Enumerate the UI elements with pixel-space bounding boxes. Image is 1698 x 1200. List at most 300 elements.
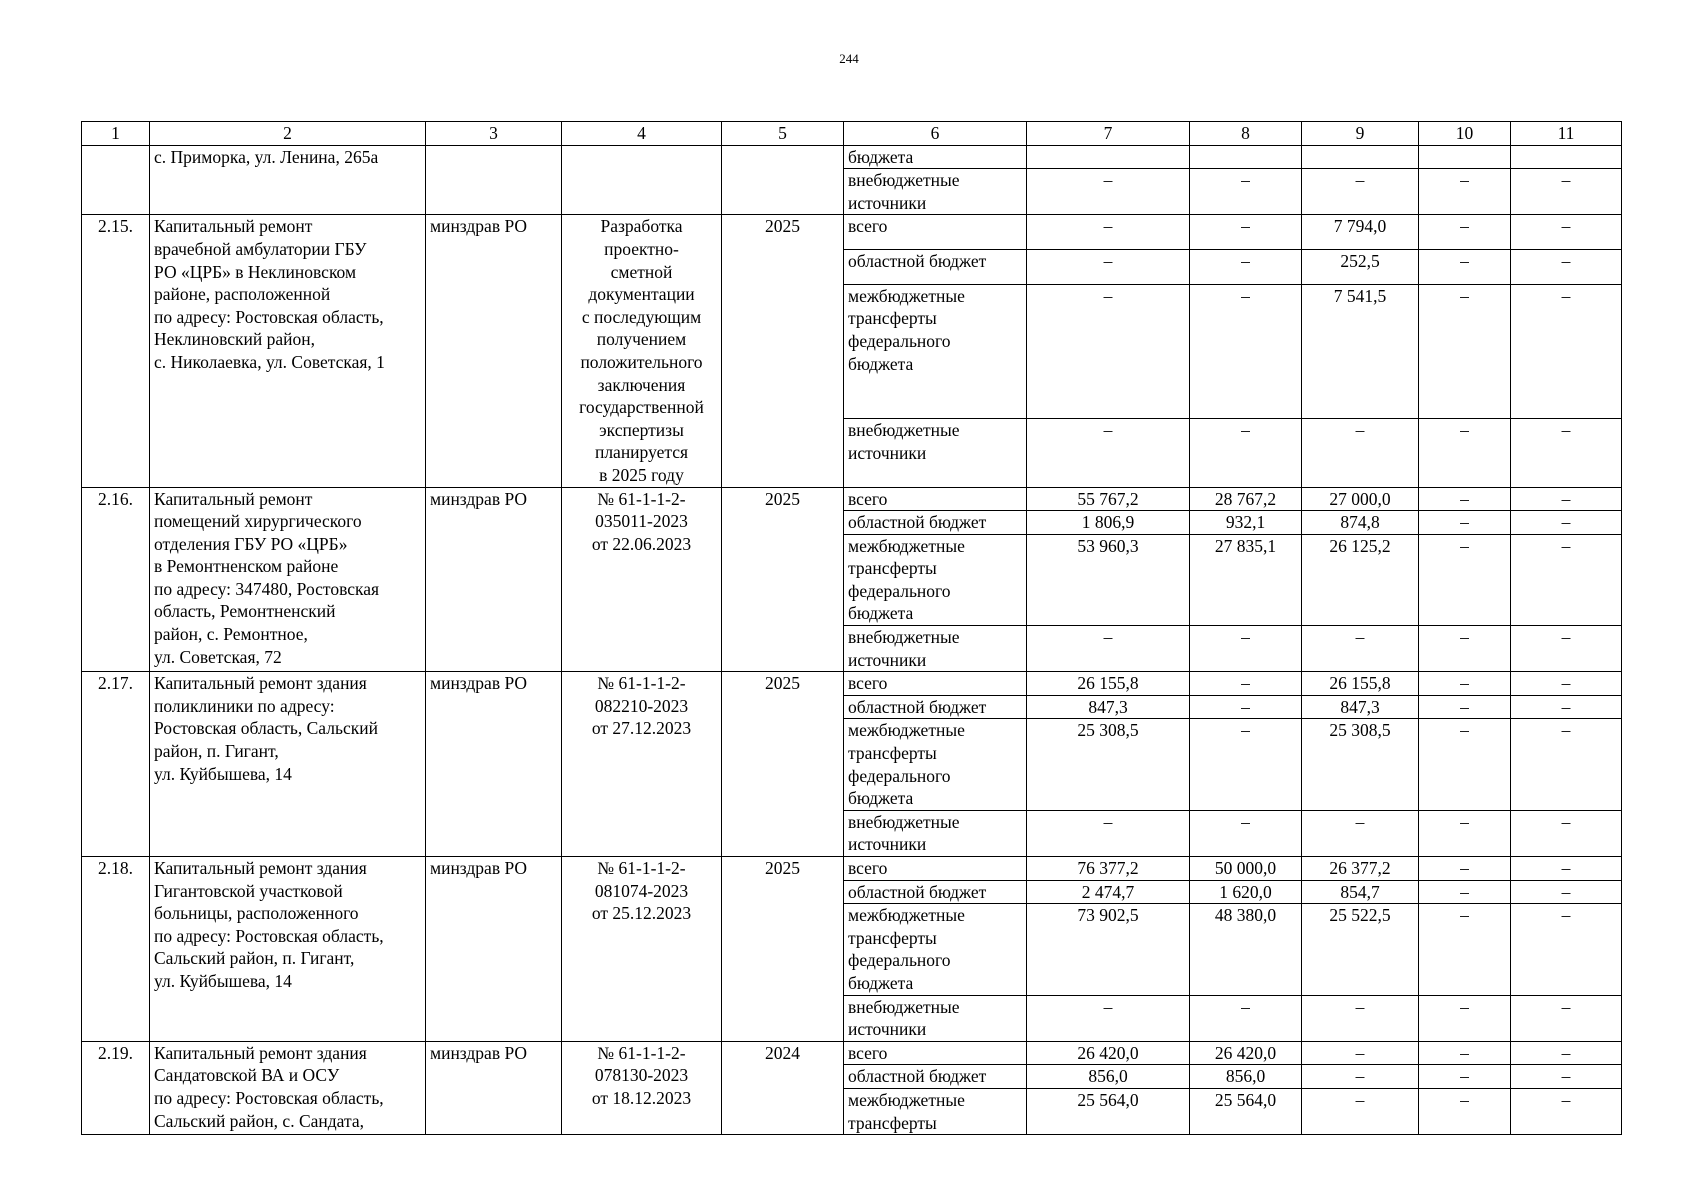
amount-value: –: [1241, 170, 1250, 191]
document-cell: [562, 1041, 722, 1134]
amount-value: 25 308,5: [1077, 720, 1139, 741]
amount-value: 7 541,5: [1333, 285, 1387, 306]
amount-cell: [1302, 880, 1419, 904]
amount-cell: [1419, 719, 1511, 810]
funding-source-cell: [844, 215, 1027, 250]
funding-source: всего: [848, 1042, 888, 1063]
amount-value: –: [1561, 1089, 1571, 1110]
funding-source-cell: [844, 419, 1027, 487]
project-name-cell: [150, 145, 426, 215]
amount-cell: [1511, 250, 1622, 285]
amount-value: 7 794,0: [1333, 216, 1387, 237]
funding-source-cell: [844, 626, 1027, 672]
funding-source: внебюджетные источники: [848, 627, 960, 670]
amount-cell: [1511, 904, 1622, 995]
amount-value: –: [1460, 673, 1469, 694]
amount-value: –: [1561, 720, 1571, 741]
amount-cell: [1419, 695, 1511, 719]
header-cell: 2: [150, 122, 426, 146]
expertise-document: № 61-1-1-2- 078130-2023 от 18.12.2023: [591, 1042, 692, 1108]
amount-value: –: [1241, 251, 1250, 272]
project-number: 2.17.: [98, 673, 133, 694]
completion-year: 2025: [765, 216, 800, 237]
amount-value: 50 000,0: [1214, 858, 1277, 878]
amount-cell: [1027, 284, 1190, 419]
funding-source: внебюджетные источники: [848, 420, 960, 464]
amount-value: 1 806,9: [1081, 512, 1135, 533]
amount-value: –: [1103, 420, 1113, 441]
funding-source-cell: [844, 1065, 1027, 1089]
project-name: Капитальный ремонт помещений хирургического отделения ГБУ РО «ЦРБ» в Ремонтненском районе по адресу: 347480, Ростовская область, Ремонтненский район, с. Ремонтное, ул. Советская, 72: [154, 488, 380, 667]
amount-value: –: [1561, 996, 1571, 1017]
amount-cell: [1027, 250, 1190, 285]
funding-source: внебюджетные источники: [848, 170, 960, 213]
amount-cell: [1419, 511, 1511, 535]
table-row: [82, 145, 1622, 169]
header-cell: 3: [426, 122, 562, 146]
project-number-cell: [82, 857, 150, 1042]
amount-cell: [1027, 672, 1190, 696]
project-number: 2.18.: [98, 858, 133, 878]
amount-value: 76 377,2: [1077, 858, 1139, 878]
amount-value: –: [1241, 627, 1250, 648]
amount-cell: [1511, 169, 1622, 215]
amount-value: –: [1460, 1042, 1469, 1063]
amount-cell: [1027, 511, 1190, 535]
amount-value: –: [1460, 996, 1469, 1017]
table-row: [82, 1041, 1622, 1065]
executor: минздрав РО: [430, 1042, 528, 1063]
project-number-cell: [82, 215, 150, 487]
funding-source-cell: [844, 904, 1027, 995]
amount-cell: [1302, 487, 1419, 511]
project-name-cell: [150, 672, 426, 857]
funding-source: всего: [848, 488, 888, 509]
amount-cell: [1190, 857, 1302, 881]
project-number: 2.15.: [98, 216, 133, 237]
project-name: Капитальный ремонт здания Сандатовской ВА и ОСУ по адресу: Ростовская область, Сальский район, с. Сандата,: [154, 1042, 384, 1131]
project-name: Капитальный ремонт здания поликлиники по адресу: Ростовская область, Сальский район, п. Гигант, ул. Куйбышева, 14: [154, 673, 378, 784]
executor-cell: [426, 487, 562, 672]
amount-cell: [1027, 215, 1190, 250]
amount-cell: [1190, 1065, 1302, 1089]
amount-value: 854,7: [1340, 881, 1380, 902]
header-cell: 9: [1302, 122, 1419, 146]
amount-cell: [1419, 1065, 1511, 1089]
funding-source-cell: [844, 995, 1027, 1041]
funding-source: внебюджетные источники: [848, 996, 960, 1040]
amount-value: –: [1561, 251, 1571, 272]
project-number-cell: [82, 1041, 150, 1134]
amount-value: 48 380,0: [1214, 905, 1277, 926]
funding-source-cell: [844, 284, 1027, 419]
amount-value: –: [1460, 216, 1469, 237]
funding-source-cell: [844, 857, 1027, 881]
amount-cell: [1511, 672, 1622, 696]
amount-cell: [1190, 419, 1302, 487]
amount-value: –: [1460, 720, 1469, 741]
funding-source: областной бюджет: [848, 696, 987, 717]
funding-source: областной бюджет: [848, 881, 987, 902]
amount-cell: [1419, 284, 1511, 419]
amount-cell: [1302, 169, 1419, 215]
funding-source-cell: [844, 695, 1027, 719]
amount-value: –: [1241, 285, 1250, 306]
table-row: [82, 487, 1622, 511]
header-row: [82, 122, 1622, 146]
executor-cell: [426, 672, 562, 857]
amount-value: 28 767,2: [1214, 488, 1277, 509]
amount-value: –: [1103, 627, 1113, 648]
amount-cell: [1302, 1065, 1419, 1089]
funding-source-cell: [844, 672, 1027, 696]
amount-value: 856,0: [1088, 1066, 1128, 1087]
project-name: с. Приморка, ул. Ленина, 265а: [154, 146, 379, 167]
funding-source: межбюджетные трансферты федерального бюджета: [848, 905, 965, 993]
funding-source-cell: [844, 1041, 1027, 1065]
amount-value: –: [1561, 1066, 1571, 1087]
funding-source: всего: [848, 673, 888, 694]
amount-cell: [1511, 880, 1622, 904]
amount-cell: [1511, 1065, 1622, 1089]
amount-value: –: [1460, 696, 1469, 717]
funding-source-cell: [844, 719, 1027, 810]
project-name-cell: [150, 857, 426, 1042]
amount-value: –: [1103, 170, 1113, 191]
amount-cell: [1419, 880, 1511, 904]
funding-source-cell: [844, 169, 1027, 215]
amount-cell: [1190, 995, 1302, 1041]
amount-cell: [1190, 215, 1302, 250]
amount-cell: [1190, 1041, 1302, 1065]
amount-value: –: [1561, 881, 1571, 902]
amount-cell: [1027, 1088, 1190, 1134]
funding-source: межбюджетные трансферты: [848, 1089, 965, 1133]
amount-value: –: [1241, 996, 1250, 1017]
amount-cell: [1027, 880, 1190, 904]
project-number: 2.16.: [98, 488, 133, 509]
amount-cell: [1511, 810, 1622, 856]
year-cell: [722, 857, 844, 1042]
project-name-cell: [150, 215, 426, 487]
amount-value: 2 474,7: [1081, 881, 1135, 902]
amount-value: –: [1460, 251, 1469, 272]
amount-cell: [1302, 1041, 1419, 1065]
amount-cell: [1419, 250, 1511, 285]
funding-source-cell: [844, 810, 1027, 856]
amount-value: –: [1355, 996, 1365, 1017]
amount-value: –: [1460, 627, 1469, 648]
funding-source: внебюджетные источники: [848, 811, 960, 855]
amount-cell: [1302, 695, 1419, 719]
header-cell: 1: [82, 122, 150, 146]
completion-year: 2025: [765, 488, 800, 509]
amount-value: –: [1561, 420, 1571, 441]
amount-cell: [1302, 1088, 1419, 1134]
amount-value: –: [1103, 285, 1113, 306]
header-cell: 11: [1511, 122, 1622, 146]
amount-value: –: [1355, 1089, 1365, 1110]
amount-cell: [1419, 1041, 1511, 1065]
amount-value: –: [1460, 170, 1469, 191]
year-cell: [722, 487, 844, 672]
amount-cell: [1190, 626, 1302, 672]
amount-value: 26 377,2: [1329, 858, 1391, 878]
header-cell: 5: [722, 122, 844, 146]
amount-cell: [1027, 719, 1190, 810]
funding-source-cell: [844, 145, 1027, 169]
amount-cell: [1511, 145, 1622, 169]
amount-cell: [1302, 215, 1419, 250]
document-cell: [562, 215, 722, 487]
amount-cell: [1190, 145, 1302, 169]
document-cell: [562, 487, 722, 672]
amount-cell: [1419, 419, 1511, 487]
amount-cell: [1419, 169, 1511, 215]
amount-cell: [1190, 487, 1302, 511]
funding-source-cell: [844, 511, 1027, 535]
header-cell: 7: [1027, 122, 1190, 146]
amount-value: –: [1241, 420, 1250, 441]
amount-cell: [1511, 995, 1622, 1041]
amount-value: –: [1460, 420, 1469, 441]
amount-value: –: [1241, 673, 1250, 694]
amount-value: –: [1561, 673, 1571, 694]
executor-cell: [426, 145, 562, 215]
document-cell: [562, 145, 722, 215]
amount-value: –: [1460, 535, 1469, 556]
amount-value: 27 835,1: [1214, 535, 1277, 556]
amount-cell: [1302, 626, 1419, 672]
amount-value: –: [1460, 285, 1469, 306]
funding-source: межбюджетные трансферты федерального бюджета: [848, 535, 965, 624]
amount-cell: [1190, 169, 1302, 215]
executor: минздрав РО: [430, 858, 528, 878]
amount-value: 1 620,0: [1219, 881, 1272, 902]
amount-cell: [1190, 880, 1302, 904]
amount-cell: [1511, 1088, 1622, 1134]
amount-cell: [1027, 534, 1190, 625]
amount-cell: [1302, 419, 1419, 487]
amount-value: 26 420,0: [1214, 1042, 1277, 1063]
amount-cell: [1302, 145, 1419, 169]
amount-cell: [1027, 145, 1190, 169]
amount-value: –: [1561, 535, 1571, 556]
amount-value: –: [1561, 905, 1571, 926]
year-cell: [722, 215, 844, 487]
amount-value: –: [1241, 720, 1250, 741]
amount-value: 25 522,5: [1329, 905, 1391, 926]
header-cell: 8: [1190, 122, 1302, 146]
amount-cell: [1302, 857, 1419, 881]
amount-value: –: [1241, 811, 1250, 832]
amount-cell: [1302, 250, 1419, 285]
amount-cell: [1511, 534, 1622, 625]
amount-value: 856,0: [1225, 1066, 1266, 1087]
amount-cell: [1419, 857, 1511, 881]
header-cell: 10: [1419, 122, 1511, 146]
expertise-document: № 61-1-1-2- 035011-2023 от 22.06.2023: [591, 488, 692, 554]
executor-cell: [426, 215, 562, 487]
amount-cell: [1190, 810, 1302, 856]
amount-value: –: [1355, 811, 1365, 832]
amount-cell: [1511, 215, 1622, 250]
amount-cell: [1302, 534, 1419, 625]
funding-source-cell: [844, 880, 1027, 904]
project-name-cell: [150, 1041, 426, 1134]
amount-cell: [1027, 995, 1190, 1041]
executor-cell: [426, 857, 562, 1042]
amount-value: –: [1460, 1089, 1469, 1110]
amount-value: 25 564,0: [1214, 1089, 1277, 1110]
amount-value: 55 767,2: [1077, 488, 1139, 509]
table-row: [82, 672, 1622, 696]
amount-value: –: [1460, 1066, 1469, 1087]
expertise-document: Разработка проектно- сметной документации с последующим получением положительного заключения государственной экспертизы планируется в 2025 году: [579, 216, 704, 485]
funding-source-cell: [844, 250, 1027, 285]
amount-cell: [1302, 672, 1419, 696]
amount-cell: [1419, 487, 1511, 511]
amount-cell: [1190, 284, 1302, 419]
amount-value: –: [1355, 1066, 1365, 1087]
amount-cell: [1419, 145, 1511, 169]
project-name-cell: [150, 487, 426, 672]
amount-value: –: [1460, 488, 1469, 509]
amount-cell: [1027, 169, 1190, 215]
amount-cell: [1302, 719, 1419, 810]
project-number: 2.19.: [98, 1042, 133, 1063]
header-cell: 6: [844, 122, 1027, 146]
amount-cell: [1419, 534, 1511, 625]
expertise-document: № 61-1-1-2- 081074-2023 от 25.12.2023: [591, 858, 692, 924]
document-cell: [562, 857, 722, 1042]
amount-value: –: [1460, 858, 1469, 878]
amount-value: –: [1460, 905, 1469, 926]
funding-source: межбюджетные трансферты федерального бюджета: [848, 720, 965, 809]
amount-cell: [1419, 626, 1511, 672]
amount-cell: [1027, 1065, 1190, 1089]
amount-value: –: [1561, 512, 1571, 533]
amount-cell: [1027, 1041, 1190, 1065]
amount-cell: [1419, 995, 1511, 1041]
executor-cell: [426, 1041, 562, 1134]
amount-value: –: [1355, 170, 1365, 191]
year-cell: [722, 672, 844, 857]
amount-value: –: [1460, 512, 1469, 533]
amount-value: –: [1561, 696, 1571, 717]
amount-cell: [1302, 995, 1419, 1041]
amount-cell: [1190, 904, 1302, 995]
project-number-cell: [82, 145, 150, 215]
project-number-cell: [82, 672, 150, 857]
amount-cell: [1419, 904, 1511, 995]
amount-value: 932,1: [1225, 512, 1266, 533]
amount-value: –: [1103, 811, 1113, 832]
project-number-cell: [82, 487, 150, 672]
amount-value: –: [1561, 627, 1571, 648]
amount-value: –: [1460, 881, 1469, 902]
funding-source: межбюджетные трансферты федерального бюджета: [848, 285, 965, 374]
table-row: [82, 215, 1622, 250]
amount-cell: [1190, 511, 1302, 535]
amount-value: 26 155,8: [1329, 673, 1391, 694]
amount-value: 27 000,0: [1329, 488, 1391, 509]
completion-year: 2025: [765, 858, 800, 878]
amount-value: –: [1241, 216, 1250, 237]
amount-value: –: [1561, 216, 1571, 237]
amount-cell: [1511, 284, 1622, 419]
amount-cell: [1027, 487, 1190, 511]
funding-source-cell: [844, 534, 1027, 625]
amount-value: –: [1355, 420, 1365, 441]
amount-cell: [1027, 626, 1190, 672]
page-number: 244: [839, 51, 859, 66]
amount-value: 26 155,8: [1077, 673, 1139, 694]
amount-value: 25 308,5: [1329, 720, 1391, 741]
header-cell: 4: [562, 122, 722, 146]
executor: минздрав РО: [430, 488, 528, 509]
amount-cell: [1302, 284, 1419, 419]
funding-source: всего: [848, 216, 888, 237]
amount-value: –: [1561, 285, 1571, 306]
amount-value: 252,5: [1340, 251, 1380, 272]
amount-cell: [1190, 672, 1302, 696]
amount-cell: [1190, 695, 1302, 719]
amount-cell: [1511, 857, 1622, 881]
amount-value: –: [1561, 170, 1571, 191]
amount-value: 847,3: [1088, 696, 1128, 717]
funding-source-cell: [844, 487, 1027, 511]
amount-value: –: [1103, 216, 1113, 237]
amount-value: –: [1103, 996, 1113, 1017]
amount-value: 26 420,0: [1077, 1042, 1139, 1063]
amount-cell: [1511, 487, 1622, 511]
amount-cell: [1302, 511, 1419, 535]
funding-source: всего: [848, 858, 888, 878]
project-name: Капитальный ремонт здания Гигантовской участковой больницы, расположенного по адресу: Ростовская область, Сальский район, п. Гигант, ул. Куйбышева, 14: [154, 858, 384, 991]
funding-source: областной бюджет: [848, 512, 987, 533]
amount-cell: [1419, 810, 1511, 856]
amount-cell: [1302, 810, 1419, 856]
amount-value: –: [1355, 627, 1365, 648]
amount-cell: [1027, 419, 1190, 487]
year-cell: [722, 1041, 844, 1134]
amount-cell: [1027, 695, 1190, 719]
amount-cell: [1511, 695, 1622, 719]
amount-value: 874,8: [1340, 512, 1380, 533]
amount-value: –: [1103, 251, 1113, 272]
amount-cell: [1190, 1088, 1302, 1134]
amount-value: –: [1355, 1042, 1365, 1063]
amount-value: –: [1241, 696, 1250, 717]
amount-value: 73 902,5: [1077, 905, 1139, 926]
amount-cell: [1419, 215, 1511, 250]
amount-cell: [1419, 672, 1511, 696]
amount-cell: [1027, 810, 1190, 856]
amount-value: –: [1561, 488, 1571, 509]
amount-cell: [1190, 534, 1302, 625]
expertise-document: № 61-1-1-2- 082210-2023 от 27.12.2023: [591, 673, 692, 739]
completion-year: 2024: [765, 1042, 800, 1063]
funding-source: областной бюджет: [848, 1066, 987, 1087]
amount-value: 25 564,0: [1077, 1089, 1139, 1110]
amount-cell: [1027, 904, 1190, 995]
amount-cell: [1302, 904, 1419, 995]
amount-cell: [1190, 719, 1302, 810]
amount-cell: [1511, 719, 1622, 810]
funding-source-cell: [844, 1088, 1027, 1134]
amount-value: –: [1460, 811, 1469, 832]
